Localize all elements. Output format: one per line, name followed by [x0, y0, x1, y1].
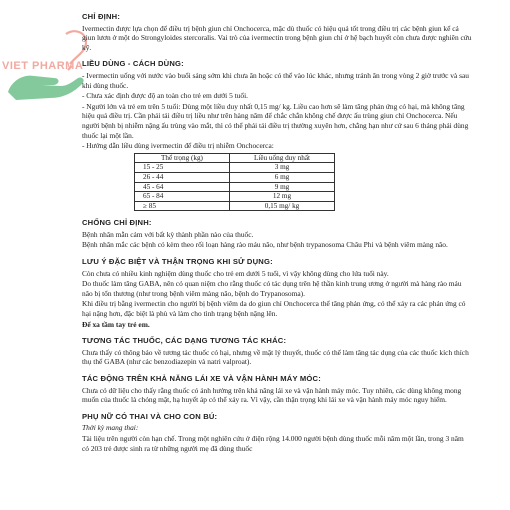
interactions-text: Chưa thấy có thông báo về tương tác thuốc có hại, nhưng về mặt lý thuyết, thuốc có thể làm tăng tác dụng của các thuốc kích thích thụ thể GABA (như các benzodiazepin và natri valproat).	[82, 347, 469, 367]
dose-cell: 12 mg	[230, 192, 335, 202]
weight-cell: 45 - 64	[135, 182, 230, 192]
weight-cell: ≥ 85	[135, 201, 230, 211]
warnings-text-3: Khi điều trị bằng ivermectin cho người bị bệnh viêm da do giun chỉ Onchocerca thể tăng phản ứng, có thể xảy ra các phản ứng có hại nặng hơn, đặc biệt là phù và làm cho tình trạng bệnh nặng lên.	[82, 299, 466, 319]
brand-text: VIET PHARMA	[2, 60, 84, 72]
warnings-text-1: Còn chưa có nhiều kinh nghiệm dùng thuốc cho trẻ em dưới 5 tuổi, vì vậy không dùng cho lứa tuổi này.	[82, 268, 389, 278]
section-title-driving: TÁC ĐỘNG TRÊN KHẢ NĂNG LÁI XE VÀ VẬN HÀNH MÁY MÓC:	[82, 374, 321, 383]
section-title-interactions: TƯƠNG TÁC THUỐC, CÁC DẠNG TƯƠNG TÁC KHÁC:	[82, 336, 287, 346]
weight-cell: 15 - 25	[135, 163, 230, 173]
indications-text: Ivermectin được lựa chọn để điều trị bệnh giun chỉ Onchocerca, mặc dù thuốc có hiệu quả tốt trong điều trị các bệnh giun kể cả giun lươn ở một do Strongyloides stercoralis. Vai trò của ivermectin trong bệnh giun chỉ ở hệ bạch huyết còn chưa được nghiên cứu kỹ.	[82, 23, 472, 52]
dosage-item-2: - Chưa xác định được độ an toàn cho trẻ em dưới 5 tuổi.	[82, 91, 248, 101]
dosage-item-1: - Ivermectin uống với nước vào buổi sáng sớm khi chưa ăn hoặc có thể vào lúc khác, nhưng tránh ăn trong vòng 2 giờ trước và sau khi dùng thuốc.	[82, 70, 469, 90]
table-row	[135, 192, 335, 202]
dose-cell: 6 mg	[230, 172, 335, 182]
dosage-table	[134, 153, 335, 212]
weight-cell: 26 - 44	[135, 172, 230, 182]
table-header-row	[135, 153, 335, 163]
dosage-item-3: - Người lớn và trẻ em trên 5 tuổi: Dùng một liều duy nhất 0,15 mg/ kg. Liều cao hơn sẽ làm tăng phản ứng có hại, mà không tăng hiệu quả điều trị. Cần phải tái điều trị liều như trên hàng năm để chắc chắn không chế được ấu trùng giun chỉ Onchocerca. Nếu người bệnh bị nhiễm nặng ấu trùng vào mắt, thì có thể phải tái điều trị thường xuyên hơn, chẳng hạn như cứ sau 6 tháng phải dùng thuốc lại một lần.	[82, 101, 469, 140]
table-header-weight: Thể trọng (kg)	[135, 153, 230, 163]
warnings-keep-away: Để xa tầm tay trẻ em.	[82, 319, 150, 329]
leaflet-content	[82, 12, 472, 454]
contraindications-text-2: Bệnh nhân mắc các bệnh có kèm theo rối loạn hàng rào máu não, như bệnh trypanosoma Châu Phi và bệnh viêm màng não.	[82, 240, 448, 250]
contraindications-text-1: Bệnh nhân mẫn cảm với bất kỳ thành phần nào của thuốc.	[82, 229, 254, 239]
driving-text: Chưa có dữ liệu cho thấy rằng thuốc có ảnh hưởng trên khả năng lái xe và vận hành máy móc. Tuy nhiên, các dùng không mong muốn của thuốc là chóng mặt, hạ huyết áp có thể xảy ra. Vì vậy, cần thận trọng khi lái xe và vận hành máy móc nguy hiểm.	[82, 385, 462, 405]
dose-cell: 3 mg	[230, 163, 335, 173]
warnings-text-2: Do thuốc làm tăng GABA, nên có quan niệm cho rằng thuốc có tác dụng trên hệ thần kinh trung ương ở người mà hàng rào máu não bị tổn thương (như trong bệnh viêm màng não, bệnh do Trypanosoma).	[82, 279, 462, 298]
pregnancy-subheading: Thời kỳ mang thai:	[82, 423, 139, 433]
dose-cell: 0,15 mg/ kg	[230, 201, 335, 211]
section-title-contraindications: CHỐNG CHỈ ĐỊNH:	[82, 218, 152, 228]
table-row	[135, 163, 335, 173]
table-header-dose: Liều uống duy nhất	[230, 153, 335, 163]
dosage-item-4: - Hướng dẫn liều dùng ivermectin để điều trị nhiễm Onchocerca:	[82, 141, 274, 151]
pregnancy-text: Tài liệu trên người còn hạn chế. Trong một nghiên cứu ở điện rộng 14.000 người bệnh dùng thuốc mỗi năm một lần, trong 3 năm có 203 trẻ được sinh ra từ những người mẹ đã dùng thuốc	[82, 433, 464, 453]
section-title-dosage: LIỀU DÙNG - CÁCH DÙNG:	[82, 59, 184, 69]
section-title-pregnancy: PHỤ NỮ CÓ THAI VÀ CHO CON BÚ:	[82, 411, 218, 421]
dose-cell: 9 mg	[230, 182, 335, 192]
weight-cell: 65 - 84	[135, 192, 230, 202]
table-row	[135, 201, 335, 211]
table-row	[135, 182, 335, 192]
table-row	[135, 172, 335, 182]
section-title-indications: CHỈ ĐỊNH:	[82, 12, 121, 21]
section-title-warnings: LƯU Ý ĐẶC BIỆT VÀ THẬN TRỌNG KHI SỬ DỤNG:	[82, 257, 273, 267]
